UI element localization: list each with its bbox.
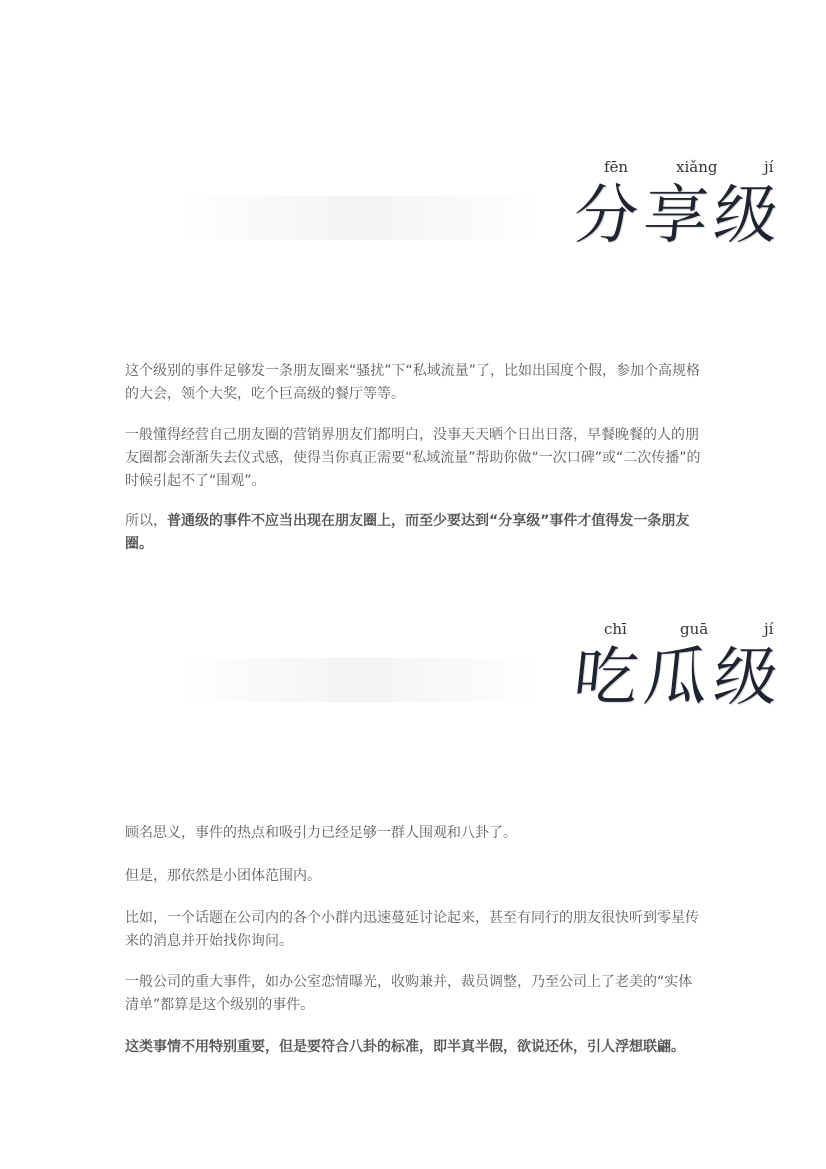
pinyin-syllable: jí: [764, 158, 774, 176]
pinyin-syllable: fēn: [604, 158, 629, 176]
pinyin-syllable: guā: [680, 620, 709, 638]
section-heading-melon-level: [560, 620, 820, 730]
conclusion-paragraph: [125, 1036, 725, 1059]
pinyin-syllable: xiǎng: [676, 158, 718, 176]
heading-decor-band: [180, 196, 540, 240]
paragraph: 比如，一个话题在公司内的各个小群内迅速蔓延讨论起来，甚至有同行的朋友很快听到零星传来的消息并开始找你询问。: [125, 910, 699, 949]
paragraph: 这个级别的事件足够发一条朋友圈来“骚扰”下“私域流量”了，比如出国度个假，参加个高规格的大会，领个大奖，吃个巨高级的餐厅等等。: [125, 363, 701, 402]
pinyin-syllable: chī: [604, 620, 627, 638]
section-title: 分享级: [570, 179, 788, 253]
conclusion-bold-text: 这类事情不用特别重要，但是要符合八卦的标准，即半真半假，欲说还休，引人浮想联翩。: [125, 1039, 685, 1055]
conclusion-prefix: 所以，: [125, 513, 167, 529]
paragraph: 一般懂得经营自己朋友圈的营销界朋友们都明白，没事天天晒个日出日落，早餐晚餐的人的朋友圈都会渐渐失去仪式感，使得当你真正需要“私域流量”帮助你做“一次口碑”或“二次传播”的时候引起不了“围观”。: [125, 427, 701, 489]
section-title: 吃瓜级: [570, 641, 788, 715]
conclusion-paragraph: [125, 510, 705, 556]
paragraph: 但是，那依然是小团体范围内。: [125, 868, 321, 884]
conclusion-bold-text: 普通级的事件不应当出现在朋友圈上，而至少要达到“分享级”事件才值得发一条朋友圈。: [125, 513, 690, 552]
heading-decor-band: [180, 658, 540, 702]
pinyin-syllable: jí: [764, 620, 774, 638]
paragraph: 顾名思义，事件的热点和吸引力已经足够一群人围观和八卦了。: [125, 825, 517, 841]
paragraph: 一般公司的重大事件，如办公室恋情曝光，收购兼并，裁员调整，乃至公司上了老美的“实体清单”都算是这个级别的事件。: [125, 974, 693, 1013]
section-heading-share-level: [560, 158, 820, 268]
